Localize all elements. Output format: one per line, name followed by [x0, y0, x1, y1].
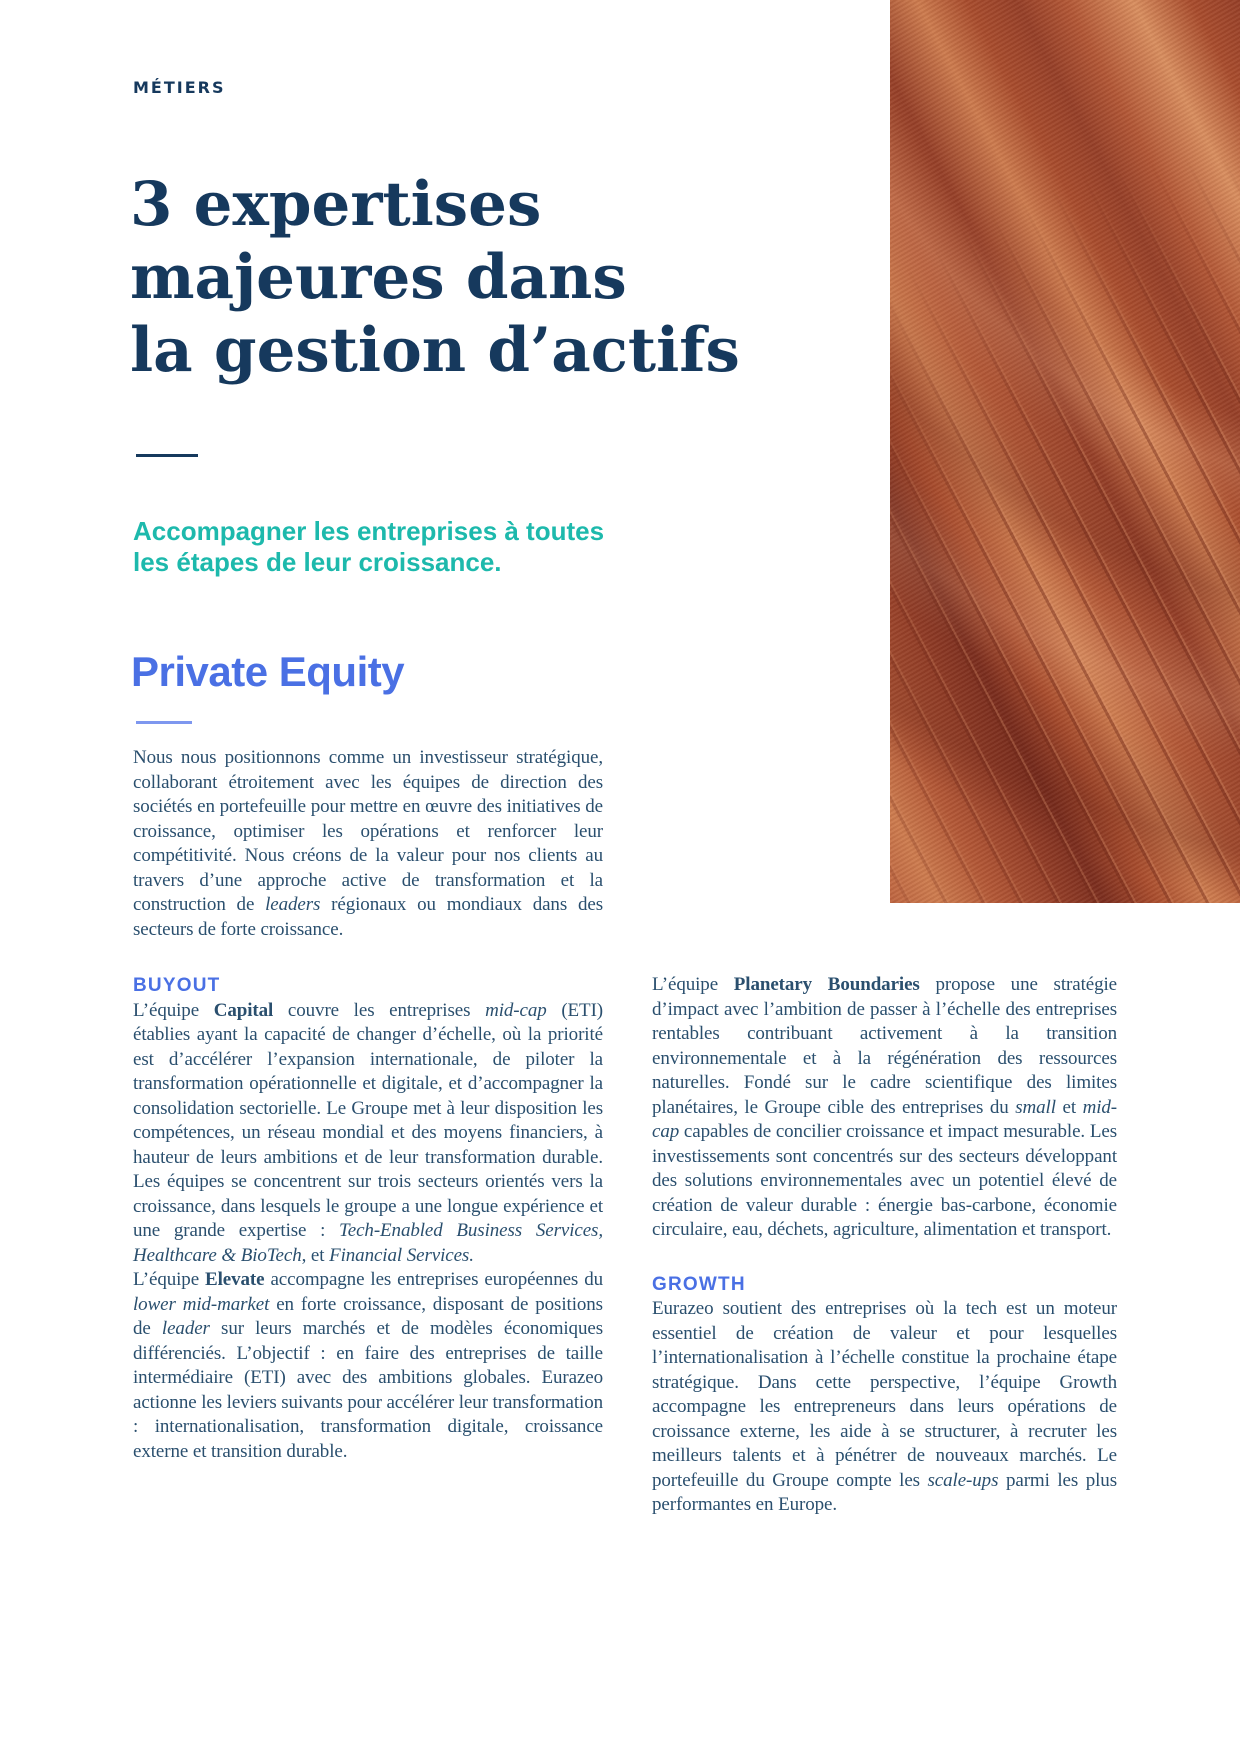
hero-texture-image	[890, 0, 1240, 903]
title-divider	[136, 454, 198, 457]
intro-subtitle	[133, 516, 604, 578]
elevate-team-paragraph: L’équipe Elevate accompagne les entreprises européennes du lower mid-market en forte croissance, disposant de positions de leader sur leurs marchés et de modèles économiques différenciés. L’objectif : en faire des entreprises de taille intermédiaire (ETI) avec des ambitions globales. Eurazeo actionne les leviers suivants pour accélérer leur transformation : internationalisation, transformation digitale, croissance externe et transition durable.	[133, 1269, 604, 1462]
buyout-heading: BUYOUT	[133, 975, 221, 996]
section-title-private-equity: Private Equity	[131, 648, 405, 695]
intro-paragraph: Nous nous positionnons comme un investisseur stratégique, collaborant étroitement avec les équipes de direction des sociétés en portefeuille pour mettre en œuvre des initiatives de croissance, optimiser les opérations et renforcer leur compétitivité. Nous créons de la valeur pour nos clients au travers d’une approche active de transformation et la construction de leaders régionaux ou mondiaux dans des secteurs de forte croissance.	[133, 747, 603, 940]
right-column	[652, 973, 1117, 1518]
intro-subtitle-line-2: les étapes de leur croissance.	[133, 547, 502, 577]
section-divider	[136, 721, 192, 724]
left-column	[133, 746, 603, 1464]
page-title-line-2: majeures dans	[130, 242, 627, 313]
page-title-line-3: la gestion d’actifs	[130, 315, 740, 386]
page-title-line-1: 3 expertises	[130, 169, 542, 240]
capital-team-paragraph: L’équipe Capital couvre les entreprises mid-cap (ETI) établies ayant la capacité de changer d’échelle, où la priorité est d’accélérer l’expansion internationale, de piloter la transformation opérationnelle et digitale, et d’accompagner la consolidation sectorielle. Le Groupe met à leur disposition les compétences, un réseau mondial et des moyens financiers, à hauteur de leurs ambitions et de leur transformation durable. Les équipes se concentrent sur trois secteurs orientés vers la croissance, dans lesquels le groupe a une longue expérience et une grande expertise : Tech-Enabled Business Services, Healthcare & BioTech, et Financial Services.	[133, 999, 604, 1266]
page-title	[130, 168, 850, 387]
planetary-boundaries-paragraph: L’équipe Planetary Boundaries propose une stratégie d’impact avec l’ambition de passer à l’échelle des entreprises rentables contribuant activement à la transition environnementale et à la régénération des ressources naturelles. Fondé sur le cadre scientifique des limites planétaires, le Groupe cible des entreprises du small et mid-cap capables de concilier croissance et impact mesurable. Les investissements sont concentrés sur des secteurs développant des solutions environnementales avec un potentiel élevé de création de valeur durable : énergie bas-carbone, économie circulaire, eau, déchets, agriculture, alimentation et transport.	[652, 974, 1118, 1240]
growth-team-paragraph: Eurazeo soutient des entreprises où la tech est un moteur essentiel de création de valeur et pour lesquelles l’internationalisation à l’échelle constitue la prochaine étape stratégique. Dans cette perspective, l’équipe Growth accompagne les entrepreneurs dans leurs opérations de croissance externe, les aide à se structurer, à recruter les meilleurs talents et à pénétrer de nouveaux marchés. Le portefeuille du Groupe compte les scale-ups parmi les plus performantes en Europe.	[652, 1298, 1117, 1515]
intro-subtitle-line-1: Accompagner les entreprises à toutes	[133, 516, 605, 546]
eyebrow-metiers: MÉTIERS	[133, 78, 226, 97]
growth-heading: GROWTH	[652, 1273, 746, 1295]
